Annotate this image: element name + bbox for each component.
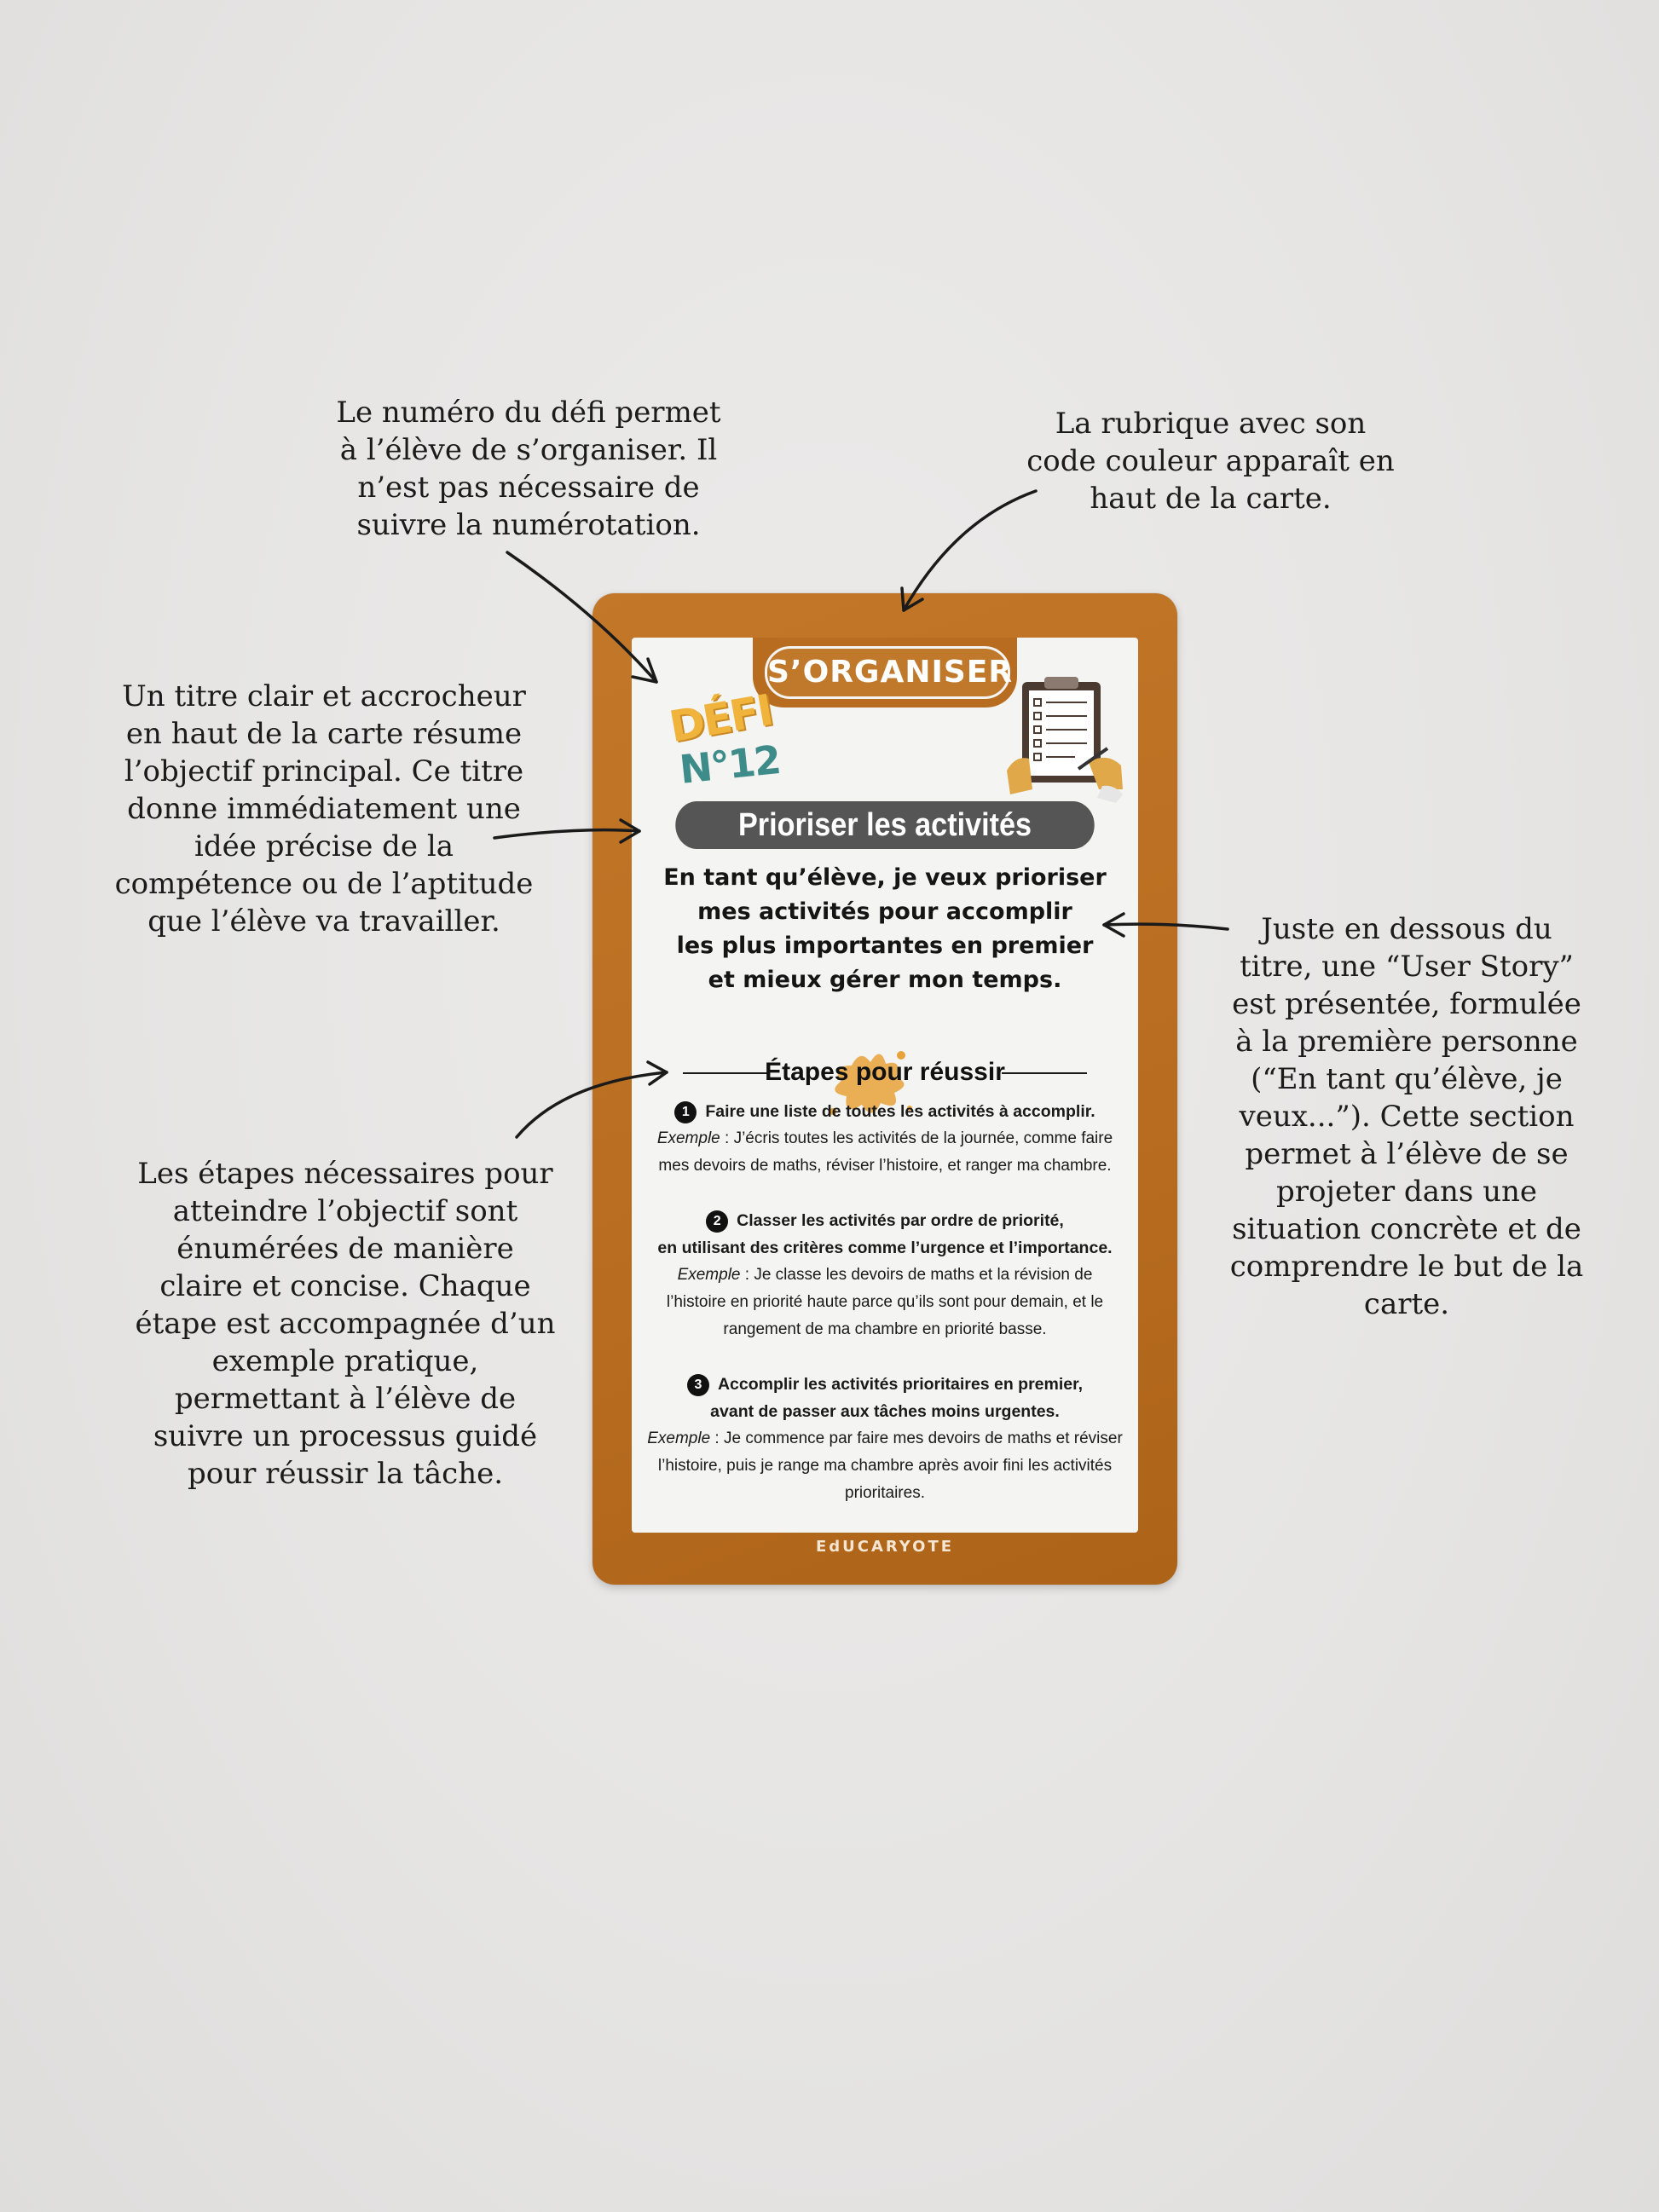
annotation-rubrique: La rubrique avec son code couleur apparaît en haut de la carte. xyxy=(1026,407,1395,516)
step-example: Exemple : J’écris toutes les activités de la journée, comme faire mes devoirs de maths, réviser l’histoire, et ranger ma chambre. xyxy=(656,1129,1113,1175)
step-item xyxy=(647,1098,1123,1180)
annotation-numero: Le numéro du défi permet à l’élève de s’organiser. Il n’est pas nécessaire de suivre la numérotation. xyxy=(336,396,721,542)
user-story-line: et mieux gérer mon temps. xyxy=(708,967,1062,993)
example-label: Exemple xyxy=(656,1129,720,1147)
brand-logo: EdUCARYOTE xyxy=(815,1538,955,1556)
step-title-line-2: avant de passer aux tâches moins urgentes. xyxy=(710,1402,1060,1421)
defi-number-badge xyxy=(662,684,790,800)
step-item xyxy=(647,1207,1123,1343)
challenge-card xyxy=(592,593,1177,1585)
user-story-line: les plus importantes en premier xyxy=(676,933,1094,959)
step-number-badge: 2 xyxy=(706,1210,728,1233)
example-text: J’écris toutes les activités de la journée, comme faire mes devoirs de maths, réviser l’histoire, et ranger ma chambre. xyxy=(658,1129,1113,1175)
step-number-badge: 1 xyxy=(674,1101,697,1123)
steps-heading: Étapes pour réussir xyxy=(765,1058,1005,1086)
example-label: Exemple xyxy=(677,1266,741,1284)
user-story-line: En tant qu’élève, je veux prioriser xyxy=(663,864,1107,891)
example-text: Je commence par faire mes devoirs de maths et réviser l’histoire, puis je range ma chambre après avoir fini les activités prioritaires. xyxy=(657,1429,1123,1502)
example-label: Exemple xyxy=(647,1429,711,1447)
defi-word: DÉFI xyxy=(665,684,776,753)
step-example: Exemple : Je commence par faire mes devoirs de maths et réviser l’histoire, puis je range ma chambre après avoir fini les activités prioritaires. xyxy=(647,1429,1123,1502)
step-title: Faire une liste de toutes les activités à accomplir. xyxy=(705,1102,1095,1121)
category-label: S’ORGANISER xyxy=(765,646,1010,699)
step-title-line-2: en utilisant des critères comme l’urgence et l’importance. xyxy=(657,1239,1113,1257)
step-title: Classer les activités par ordre de priorité, xyxy=(737,1211,1064,1230)
example-text: Je classe les devoirs de maths et la révision de l’histoire en priorité haute parce qu’ils sont pour demain, et le rangement de ma chambre en priorité basse. xyxy=(666,1266,1104,1338)
steps-heading-row xyxy=(683,1054,1087,1091)
step-number-badge: 3 xyxy=(687,1374,709,1396)
step-example: Exemple : Je classe les devoirs de maths et la révision de l’histoire en priorité haute parce qu’ils sont pour demain, et le rangement de ma chambre en priorité basse. xyxy=(666,1266,1104,1338)
annotation-etapes: Les étapes nécessaires pour atteindre l’objectif sont énumérées de manière claire et concise. Chaque étape est accompagnée d’un exemple pratique, permettant à l’élève de suivre un processus guidé pour réussir la tâche. xyxy=(135,1157,556,1491)
annotation-user-story: Juste en dessous du titre, une “User Story” est présentée, formulée à la première personne (“En tant qu’élève, je veux...”). Cette section permet à l’élève de se projeter dans une situation concrète et de comprendre le but de la carte. xyxy=(1229,912,1584,1321)
clipboard-illustration-icon xyxy=(1007,670,1126,806)
defi-number: N°12 xyxy=(677,736,783,793)
step-title: Accomplir les activités prioritaires en premier, xyxy=(717,1375,1084,1394)
user-story-line: mes activités pour accomplir xyxy=(697,898,1072,925)
user-story xyxy=(649,861,1121,997)
step-item xyxy=(647,1371,1123,1507)
card-title: Prioriser les activités xyxy=(675,801,1094,849)
annotation-titre: Un titre clair et accrocheur en haut de la carte résume l’objectif principal. Ce titre donne immédiatement une idée précise de la compétence ou de l’aptitude que l’élève va travailler. xyxy=(114,679,534,939)
card-face xyxy=(632,638,1138,1533)
